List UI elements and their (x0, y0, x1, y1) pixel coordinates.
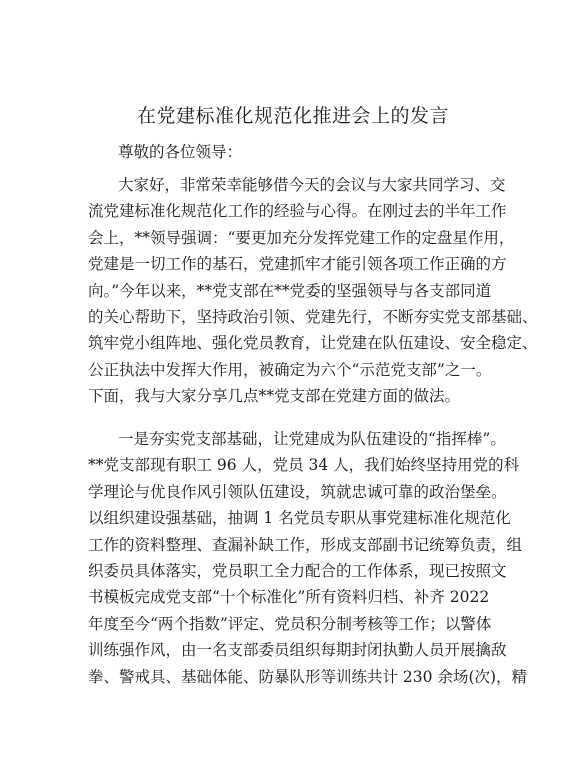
paragraph-line: 书模板完成党支部“十个标准化”所有资料归档、补齐 2022 (88, 588, 490, 607)
paragraph-line: 年度至今“两个指数”评定、党员积分制考核等工作；以警体 (88, 614, 492, 633)
paragraph-line: 拳、警戒具、基础体能、防暴队形等训练共计 230 余场(次)，精 (88, 667, 528, 686)
paragraph-line: 的关心帮助下，坚持政治引领、党建先行，不断夯实党支部基础、 (88, 307, 538, 326)
paragraph-line: 党建是一切工作的基石，党建抓牢才能引领各项工作正确的方 (88, 255, 507, 274)
paragraph-line: 学理论与优良作风引领队伍建设，筑就忠诚可靠的政治堡垒。 (88, 482, 507, 501)
paragraph-line: 以组织建设强基础，抽调 1 名党员专职从事党建标准化规范化 (88, 509, 511, 528)
salutation: 尊敬的各位领导： (118, 143, 243, 161)
paragraph-line: 训练强作风，由一名支部委员组织每期封闭执勤人员开展擒敌 (88, 641, 507, 660)
paragraph-line: 流党建标准化规范化工作的经验与心得。在刚过去的半年工作 (88, 202, 507, 221)
paragraph-line: 大家好，非常荣幸能够借今天的会议与大家共同学习、交 (118, 176, 506, 194)
paragraph-line: **党支部现有职工 96 人，党员 34 人，我们始终坚持用党的科 (88, 456, 520, 475)
paragraph-line: 工作的资料整理、查漏补缺工作，形成支部副书记统筹负责，组 (88, 535, 523, 554)
paragraph-line: 下面，我与大家分享几点**党支部在党建方面的做法。 (88, 387, 461, 406)
paragraph-line: 会上，**领导强调：“要更加充分发挥党建工作的定盘星作用， (88, 228, 515, 247)
paragraph-point-one (88, 426, 528, 690)
paragraph-line: 向。”今年以来，**党支部在**党委的坚强领导与各支部同道 (88, 281, 492, 300)
paragraph-line: 织委员具体落实，党员职工全力配合的工作体系，现已按照文 (88, 561, 507, 580)
page-title: 在党建标准化规范化推进会上的发言 (136, 105, 449, 127)
paragraph-line: 公正执法中发挥大作用，被确定为六个“示范党支部”之一。 (88, 360, 492, 379)
paragraph-intro (88, 172, 538, 410)
paragraph-line: 一是夯实党支部基础，让党建成为队伍建设的“指挥棒”。 (118, 430, 506, 448)
paragraph-line: 筑牢党小组阵地、强化党员教育，让党建在队伍建设、安全稳定、 (88, 334, 538, 353)
